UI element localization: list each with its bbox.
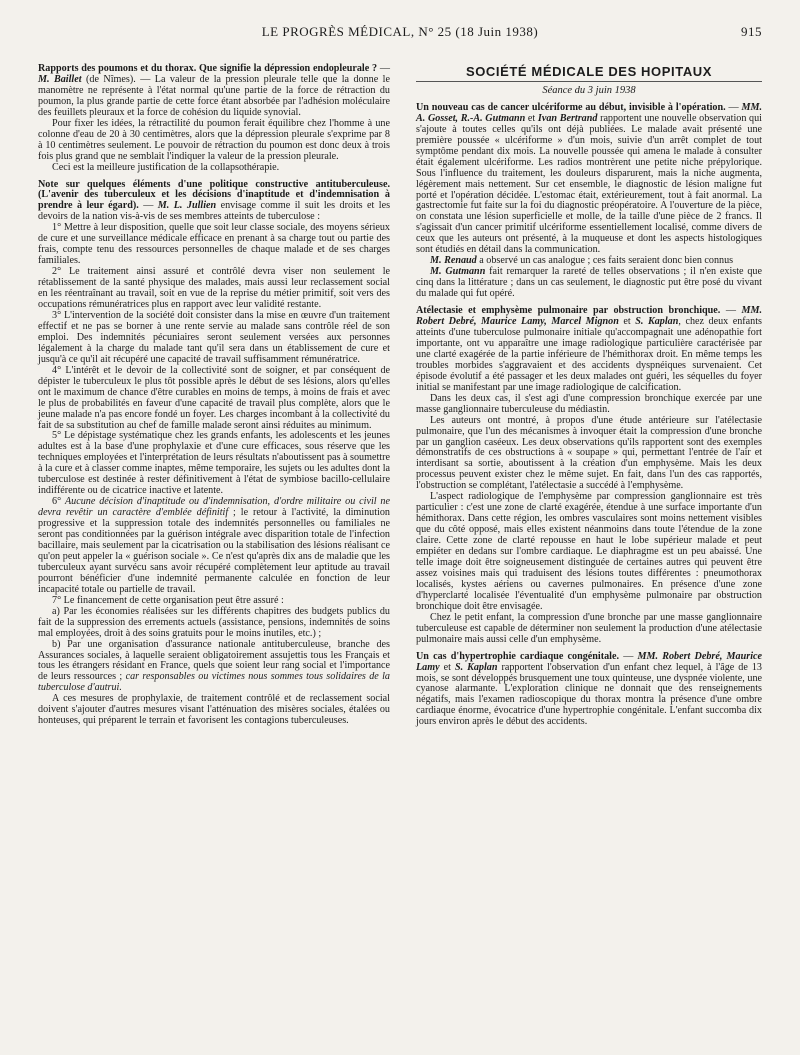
section-title: SOCIÉTÉ MÉDICALE DES HOPITAUX bbox=[416, 67, 762, 82]
italic-statement: Aucune décision d'inaptitude ou d'indemnisation, d'ordre militaire ou civil ne devra revêtir un caractère d'emblée définitif bbox=[38, 496, 390, 519]
paragraph-text: fait remarquer la rareté de telles observations ; il n'en existe que cinq dans la littérature ; dans un cas seulement, le diagnostic put être posé du vivant du malade qui fut opéré. bbox=[416, 266, 762, 300]
conjunction: et bbox=[439, 661, 455, 673]
list-item: 3° L'intervention de la société doit consister dans la mise en œuvre d'un traitement effectif et ne pas se borner à une rente servie au malade sans contrôle réel de son emploi. Des indemnités pécuniaires seront seulement versées aux personnes légalement à la charge du malade tant qu'il sera dans un établissement de cure et jusqu'à ce qu'il ait récupéré une capacité de travail suffisamment rémunératrice. bbox=[38, 309, 390, 365]
discussant: M. Renaud bbox=[430, 255, 477, 267]
article-title: Note sur quelques éléments d'une politique constructive antituberculeuse. (L'avenir des tuberculeux et les décisions d'inaptitude et d'indemnisation à prendre à leur égard). bbox=[38, 178, 390, 212]
running-title: LE PROGRÈS MÉDICAL, N° 25 (18 Juin 1938) bbox=[261, 24, 539, 39]
conjunction: et bbox=[618, 316, 636, 328]
list-item bbox=[38, 497, 390, 596]
conjunction: et bbox=[525, 112, 538, 124]
paragraph-text: a observé un cas analogue ; ces faits seraient donc bien connus bbox=[476, 255, 734, 267]
article-body: (de Nîmes). — La valeur de la pression pleurale telle que la donne le manomètre ne représente à l'état normal qu'une partie de la force de rétraction du poumon, la plus grande partie de cette force étant absorbée par l'adhésion moléculaire des feuillets pleuraux et la force de cohésion du liquide synovial. bbox=[38, 73, 390, 118]
article-debre-hypertrophie bbox=[416, 652, 762, 729]
right-column bbox=[416, 64, 762, 728]
article-gosset bbox=[416, 103, 762, 256]
article-title: Un cas d'hypertrophie cardiaque congénitale. bbox=[416, 650, 620, 662]
article-body: rapportent l'observation d'un enfant chez lequel, à l'âge de 13 mois, se sont développés brusquement une toux quinteuse, une dyspnée violente, une cyanose alarmante. L'exploration clinique ne donnait que des renseignements négatifs, mais l'examen radioscopique du thorax montra la présence d'une ombre cardiaque énorme, évocatrice d'une hypertrophie congénitale. L'enfant succomba dix jours environ après le début des accidents. bbox=[416, 661, 762, 728]
article-author: M. Baillet bbox=[38, 73, 82, 85]
paragraph: Ceci est la meilleure justification de la collapsothérapie. bbox=[52, 161, 280, 173]
sub-item: a) Par les économies réalisées sur les différents chapitres des budgets publics du fait de la suppression des errements actuels (assistance, pensions, indemnités de soins mal employées, droit à des soins gratuits pour le moins inutiles, etc.) ; bbox=[38, 605, 390, 639]
page-number: 915 bbox=[741, 24, 762, 39]
paragraph: A ces mesures de prophylaxie, de traitement contrôlé et de reclassement social doivent s'ajouter d'autres mesures visant l'atténuation des misères sociales, étalées ou honteuses, qui préparent le terrain et favorisent les contagions tuberculeuses. bbox=[38, 693, 390, 727]
list-item: 2° Le traitement ainsi assuré et contrôlé devra viser non seulement le rétablissement de la santé physique des malades, mais aussi leur reclassement social en les réentraînant au travail, soit en vue de la reprise du métier primitif, soit vers des occupations rémunératrices plus en rapport avec leur validité restante. bbox=[38, 266, 390, 311]
article-title: Rapports des poumons et du thorax. Que signifie la dépression endopleurale ? bbox=[38, 63, 378, 74]
session-date: Séance du 3 juin 1938 bbox=[542, 84, 636, 96]
article-author: MM. Robert Debré, Maurice Lamy bbox=[416, 650, 762, 673]
article-title: Un nouveau cas de cancer ulcériforme au début, invisible à l'opération. bbox=[416, 101, 726, 113]
italic-statement: car responsables ou victimes nous sommes tous solidaires de la tuberculose d'autrui. bbox=[38, 671, 390, 694]
article-author: Ivan Bertrand bbox=[537, 112, 598, 124]
article-title: Atélectasie et emphysème pulmonaire par obstruction bronchique. bbox=[416, 305, 721, 317]
discussant: M. Gutmann bbox=[430, 266, 486, 278]
item-number: 6° bbox=[52, 496, 65, 508]
paragraph bbox=[416, 267, 762, 300]
article-author: M. L. Jullien bbox=[157, 200, 217, 212]
article-debre-atelectasie bbox=[416, 306, 762, 394]
separator: — bbox=[619, 650, 638, 662]
separator: — bbox=[725, 101, 742, 113]
item-text: ; le retour à l'activité, la diminution progressive et la suppression totale des indemnités personnelles ou familiales ne seront pas conditionnées par la guérison intégrale avec disparition totale de l'infection bacillaire, mais seulement par la cicatrisation ou la stabilisation des lésions réalisant ce qu'on peut appeler la « guérison sociale ». Ce n'est qu'après dix ans de maladie que les tuberculeux ayant survécu sans avoir récupéré complètement leur aptitude au travail pourront bénéficier d'une indemnité permanente calculée en fonction de leur incapacité totale ou partielle de travail. bbox=[38, 507, 390, 595]
article-body: rapportent une nouvelle observation qui s'ajoute à toutes celles qu'ils ont déjà publiées. Le malade avait présenté une première poussée « ulcériforme » d'un mois, suivie d'un arrêt complet de tout symptôme pendant dix mois. La nouvelle poussée qui amena le malade à consulter était également ulcériforme. Les radios montrèrent une petite niche prépylorique. Sous l'influence du traitement, les douleurs disparurent, mais la niche augmenta, légèrement mais nettement. Sur cet ensemble, le diagnostic de lésion maligne fut porté et l'opération décidée. L'estomac était, extérieurement, tout à fait anormal. La gastrectomie fut faite sur la foi du diagnostic préopératoire. A l'ouverture de la pièce, on constata une lésion superficielle et molle, de la taille d'une pièce de 2 francs. Il s'agissait d'un cancer primitif ulcériforme essentiellement localisé, comme divers de ceux que les auteurs ont présenté, à la muqueuse et dont les aspects histologiques sont étudiés en détail dans la communication. bbox=[416, 112, 762, 256]
article-author: S. Kaplan bbox=[454, 661, 498, 673]
article-author: MM. A. Gosset, R.-A. Gutmann bbox=[416, 101, 763, 124]
article-author: S. Kaplan bbox=[635, 316, 679, 328]
article-baillet bbox=[38, 64, 390, 119]
article-author: MM. Robert Debré, Maurice Lamy, Marcel Mignon bbox=[416, 305, 762, 328]
separator: — bbox=[720, 305, 742, 317]
list-item: 7° Le financement de cette organisation peut être assuré : bbox=[52, 594, 284, 606]
separator: — bbox=[377, 63, 390, 74]
article-body: , chez deux enfants atteints d'une tuberculose pulmonaire initiale qu'accompagnait une adénopathie fort importante, ont vu apparaître une image radiologique particulière caractérisée par une clarté exagérée de la partie inférieure de l'hémithorax droit. En même temps les troubles morbides s'aggravaient et des accidents dyspnéiques survenaient. Cet épisode évolutif a été passager et les deux malades ont guéri, les séquelles du foyer initial se manifestant par une image radiologique de calcification. bbox=[416, 316, 762, 393]
paragraph: Les auteurs ont montré, à propos d'une étude antérieure sur l'atélectasie pulmonaire, que l'un des mécanismes à invoquer était la compression d'une bronche par un ganglion caséeux. Les deux observations qu'ils rapportent sont des exemples démonstratifs de ces obstructions à « soupape » qui, permettant l'entrée de l'air et interdisant sa sortie, aboutissent à la création d'un emphysème. Mais les deux processus peuvent exister chez le même sujet. En fait, dans l'un des cas rapportés, l'obstruction se complétant, l'atélectasie a succédé à l'emphysème. bbox=[416, 414, 762, 492]
paragraph: Chez le petit enfant, la compression d'une bronche par une masse ganglionnaire tuberculeuse est capable de déterminer non seulement la production d'une atélectasie pulmonaire mais aussi celle d'un emphysème. bbox=[416, 611, 762, 645]
list-item: 4° L'intérêt et le devoir de la collectivité sont de soigner, et par conséquent de dépister le tuberculeux le plus tôt possible après le début de ses lésions, alors qu'elles ont le maximum de chance d'être curables en moins de temps, à moins de frais et avec le plus de probabilités en faveur d'une capacité de travail plus complète, alors que le jeune malade n'a pas encore fondé un foyer. Les charges incombant à la collectivité du fait de sa substitution au chef de famille malade seront ainsi réduites au minimum. bbox=[38, 364, 390, 431]
article-body: envisage comme il suit les droits et les devoirs de la nation vis-à-vis de ses membres atteints de tuberculose : bbox=[38, 200, 391, 223]
sub-item bbox=[38, 640, 390, 695]
item-text: b) Par une organisation d'assurance nationale antituberculeuse, branche des Assurances sociales, à laquelle seraient obligatoirement assujettis tous les Français et tous les étrangers résidant en France, quels que soient leur rang social et l'importance de leurs ressources ; bbox=[38, 638, 390, 683]
list-item: 5° Le dépistage systématique chez les grands enfants, les adolescents et les jeunes adultes est à la base d'une prophylaxie et d'une cure efficaces, sous réserve que les techniques employées et l'interprétation de leurs résultats n'aboutissent pas à soumettre à la cure et à classer comme inaptes, même temporaire, les sujets ou les adultes dont la tuberculose est destinée à rester définitivement à l'état de symbiose bacillo-cellulaire indifférente ou de cicatrice inactive et latente. bbox=[38, 430, 390, 497]
paragraph: Pour fixer les idées, la rétractilité du poumon ferait équilibre chez l'homme à une colonne d'eau de 20 à 30 centimètres, alors que la dépression pleurale s'exprime par 8 à 10 centimètres seulement. Le pouvoir de rétraction du poumon est donc deux à trois fois plus grand que ne semblait l'indiquer la valeur de la pression pleurale. bbox=[38, 117, 390, 162]
paragraph: L'aspect radiologique de l'emphysème par compression ganglionnaire est très particulier : c'est une zone de clarté exagérée, étendue à une surface importante d'un hémithorax. Dans cette région, les ombres vasculaires sont moins nettement visibles que du côté opposé, mais elles existent néanmoins dans toute l'étendue de la zone claire. Cette zone de clarté repousse en haut le lobe supérieur malade et peut empiéter en dedans sur l'ombre cardiaque. Le diaphragme est un peu abaissé. Une telle image doit être soigneusement distinguée de certaines autres qui peuvent être assez voisines mais qui traduisent des lésions toutes différentes : pneumothorax localisés, kystes aériens ou cavernes pulmonaires. En présence d'une zone d'hyperclarté localisée l'éventualité d'un emphysème pulmonaire par obstruction bronchique doit être envisagée. bbox=[416, 491, 762, 612]
left-column bbox=[38, 64, 390, 727]
list-item: 1° Mettre à leur disposition, quelle que soit leur classe sociale, des moyens sérieux de cure et une surveillance médicale efficace en prenant à sa charge tout ou partie des frais, compte tenu des ressources personnelles de chaque malade et de ses charges familiales. bbox=[38, 222, 390, 267]
paragraph: Dans les deux cas, il s'est agi d'une compression bronchique exercée par une masse ganglionnaire tuberculeuse du médiastin. bbox=[416, 392, 762, 415]
article-jullien bbox=[38, 180, 390, 224]
separator: — bbox=[138, 200, 158, 212]
page-header bbox=[38, 22, 762, 42]
